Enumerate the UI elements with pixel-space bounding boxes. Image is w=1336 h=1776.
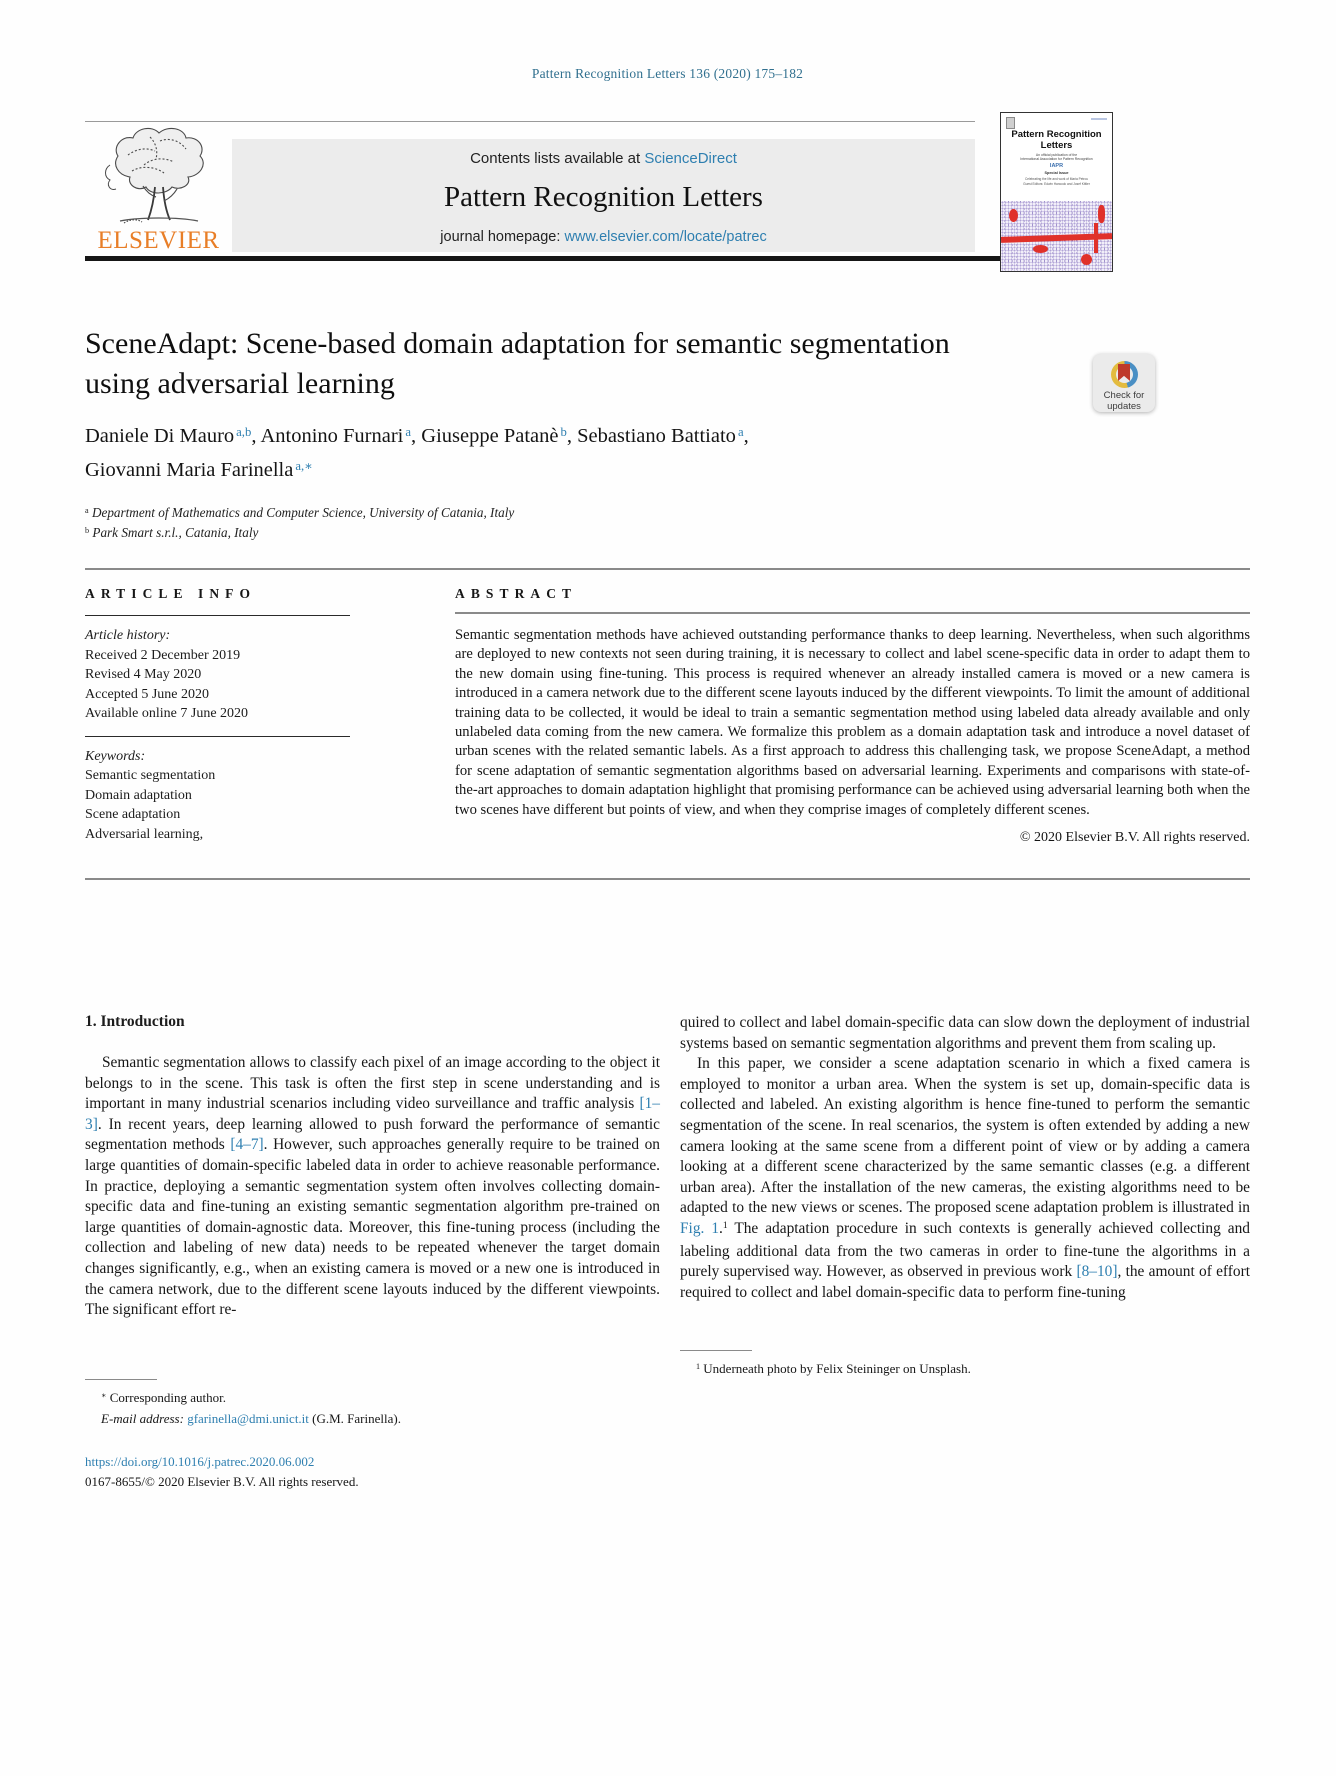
text-run: Daniele Di Mauro	[85, 425, 235, 447]
text-run: Domain adaptation	[85, 787, 192, 803]
abstract-text: Semantic segmentation methods have achieved outstanding performance thanks to deep learning. Nevertheless, when such algorithms are deployed to new contexts not seen during training, it is necessary to collect and label scene-specific data in order to adapt them to the new domain using fine-tuning. This process is required whenever an already installed camera is moved or a new camera is introduced in a camera network due to the different scene layouts induced by the different viewpoints. To limit the amount of additional training data to be collected, it would be ideal to train a semantic segmentation method using labeled data already available and only unlabeled data coming from the new camera. We formalize this problem as a domain adaptation task and introduce a novel dataset of urban scenes with the related semantic labels. As a first approach to address this challenging task, we propose SceneAdapt, a method for scene adaptation of semantic segmentation algorithms based on adversarial learning. Experiments and comparisons with state-of-the-art approaches to domain adaptation highlight that promising performance can be achieved using adversarial learning both when the two scenes have different but points of view, and when they comprise images of completely different scenes.	[455, 627, 1250, 818]
text-run: Department of Mathematics and Computer Science, University of Catania, Italy	[88, 505, 515, 520]
issn-line	[85, 1472, 660, 1492]
corresponding-author-footnote	[85, 1388, 660, 1428]
crossmark-icon	[1111, 361, 1138, 388]
abstract-rule	[455, 612, 1250, 614]
cover-image	[1001, 201, 1112, 271]
footnote-area-left	[85, 1379, 660, 1492]
footnote-area-right	[680, 1350, 1250, 1380]
text-run: The adaptation procedure in such contexts is generally achieved collecting and labeling additional data from the two cameras in order to fine-tune the algorithms in a purely supervised way. However, as observed in previous work	[680, 1220, 1251, 1281]
keywords-list	[85, 747, 350, 845]
journal-cover-thumbnail	[1000, 112, 1113, 272]
corresponding-author-note	[85, 1388, 660, 1409]
text-run: Article history:	[85, 628, 171, 643]
elsevier-wordmark: ELSEVIER	[97, 227, 220, 254]
text-run: Underneath photo by Felix Steininger on Unsplash.	[700, 1361, 971, 1377]
intro-paragraph-2	[680, 1054, 1250, 1303]
text-run: a	[85, 505, 89, 515]
text-run: Available online 7 June 2020	[85, 706, 249, 721]
contents-line	[232, 150, 975, 167]
paragraph	[85, 704, 350, 724]
header-top-rule	[85, 121, 975, 122]
inline-link[interactable]: b	[560, 424, 567, 439]
affiliations	[85, 504, 1250, 544]
text-run: . In recent years, deep learning allowed to push forward the performance of semantic segmentation methods	[85, 1115, 660, 1154]
intro-text-right	[680, 1013, 1250, 1303]
info-abstract-section	[85, 586, 1250, 846]
section-divider-rule	[85, 878, 1250, 880]
abstract-heading: ABSTRACT	[455, 586, 578, 601]
journal-citation: Pattern Recognition Letters 136 (2020) 175–182	[531, 66, 804, 81]
article-history	[85, 626, 350, 724]
text-run: 1	[722, 1220, 728, 1232]
intro-paragraph-1-continued	[680, 1013, 1250, 1054]
text-run: ,	[411, 425, 422, 447]
text-run: Keywords:	[85, 748, 146, 764]
text-run: ,	[743, 425, 749, 447]
check-updates-label: Check for updates	[1103, 390, 1145, 412]
inline-link[interactable]: [8–10]	[1076, 1263, 1118, 1281]
email-note	[85, 1409, 660, 1428]
article-info-heading: ARTICLE INFO	[85, 586, 257, 601]
text-run: E-mail address:	[101, 1410, 184, 1426]
text-run: Giovanni Maria Farinella	[85, 459, 294, 481]
sciencedirect-link[interactable]: ScienceDirect	[644, 150, 737, 167]
journal-header	[85, 112, 1250, 277]
text-run: .	[719, 1220, 723, 1237]
photo-credit-note	[680, 1359, 1250, 1380]
footnote-rule	[85, 1379, 157, 1380]
doi-issn-block	[85, 1452, 660, 1492]
cover-line2: Guest Editors: Edwin Hancock and Josef Kittler	[1023, 182, 1090, 186]
body-column-left	[85, 1013, 660, 1492]
paragraph	[85, 825, 350, 845]
inline-link[interactable]: [4–7]	[230, 1136, 264, 1154]
text-run: Semantic segmentation	[85, 768, 216, 783]
homepage-link[interactable]: www.elsevier.com/locate/patrec	[564, 229, 767, 245]
text-run: ∗	[101, 1390, 107, 1400]
journal-title: Pattern Recognition Letters	[444, 181, 763, 213]
contents-prefix: Contents lists available at	[470, 150, 645, 167]
inline-link[interactable]: gfarinella@dmi.unict.it	[187, 1410, 309, 1426]
cover-image-red-blob	[1081, 254, 1092, 265]
cover-line1: Celebrating the life and work of Maria Petrou	[1024, 176, 1089, 181]
text-run: b	[85, 525, 90, 535]
affiliation-a	[85, 504, 1250, 524]
body-column-right	[680, 1013, 1250, 1492]
copyright-line: © 2020 Elsevier B.V. All rights reserved.	[1019, 830, 1250, 846]
text-run: ,	[251, 425, 261, 447]
text-run: In this paper, we consider a scene adaptation scenario in which a fixed camera is employed to monitor a urban area. When the system is set up, domain-specific data is collected and labeled. An existing algorithm is hence fine-tuned to perform the semantic segmentation of the scene. In real scenarios, the system is often extended by adding a new camera looking at the same scene from a different point of view or by adding a camera looking at a different scene characterized by the same semantic classes (e.g. a different urban area). After the installation of the new cameras, the existing algorithms need to be adapted to the new views or scenes. The proposed scene adaptation problem is illustrated in	[680, 1055, 1250, 1217]
text-run: Giuseppe Patanè	[421, 425, 559, 447]
cover-mini-logo	[1006, 117, 1015, 129]
text-run: Received 2 December 2019	[85, 647, 241, 663]
paragraph	[85, 626, 350, 646]
title-section	[85, 324, 1250, 412]
text-run: 0167-8655/© 2020 Elsevier B.V. All rights reserved.	[85, 1473, 359, 1489]
inline-link[interactable]: a	[405, 424, 412, 439]
cover-image-red-blob	[1098, 205, 1105, 223]
text-run: Corresponding author.	[106, 1389, 226, 1405]
check-for-updates-badge[interactable]	[1093, 354, 1155, 412]
inline-link[interactable]: Fig. 1	[680, 1220, 720, 1237]
paragraph	[85, 665, 350, 685]
section-1-heading: 1. Introduction	[85, 1013, 185, 1031]
text-run: Antonino Furnari	[260, 425, 404, 447]
affiliation-b	[85, 524, 1250, 544]
intro-text-left	[85, 1053, 660, 1321]
homepage-prefix: journal homepage:	[440, 229, 565, 245]
text-run: Sebastiano Battiato	[577, 425, 736, 447]
text-run: . However, such approaches generally require to be trained on large quantities of domain-specific labeled data in order to achieve reasonable performance. In practice, deploying a semantic segmentation system often involves collecting domain-specific data and fine-tuning an existing semantic segmentation algorithm pre-trained on large quantities of domain-agnostic data. Moreover, this fine-tuning process (including the collection and labeling of new data) needs to be repeated whenever the target domain changes significantly, e.g., when an existing camera is moved or a new one is introduced in the camera network, due to the different scene layouts induced by the different viewpoints. The significant effort re-	[85, 1136, 660, 1319]
cover-volume-text	[1091, 118, 1107, 120]
introduction-section	[85, 1013, 1250, 1492]
homepage-line	[232, 229, 975, 245]
text-run: 1	[696, 1362, 701, 1372]
article-info-column	[85, 586, 350, 846]
doi-link-line	[85, 1452, 660, 1472]
info-rule	[85, 736, 350, 737]
elsevier-tree-icon	[100, 125, 218, 229]
inline-link[interactable]: a,∗	[295, 458, 313, 473]
iapr-logo: IAPR	[1049, 163, 1064, 169]
cover-image-red-blob	[1033, 245, 1048, 253]
bookmark-icon	[1118, 364, 1130, 381]
text-run: Scene adaptation	[85, 807, 181, 822]
inline-link[interactable]: https://doi.org/10.1016/j.patrec.2020.06.002	[85, 1453, 315, 1469]
cover-subtitle: An official publication of the International Association for Pattern Recognition	[1020, 153, 1093, 161]
text-run: Accepted 5 June 2020	[85, 686, 210, 702]
inline-link[interactable]: [1–3]	[85, 1095, 660, 1133]
journal-banner	[232, 139, 975, 252]
photo-credit-footnote	[680, 1359, 1250, 1380]
text-run: ,	[566, 425, 578, 447]
cover-image-red-blob	[1009, 209, 1018, 222]
text-run: Park Smart s.r.l., Catania, Italy	[89, 525, 259, 540]
paragraph	[85, 685, 350, 705]
text-run: (G.M. Farinella).	[308, 1410, 401, 1426]
elsevier-logo	[87, 125, 230, 273]
cover-image-red-blob	[1094, 223, 1098, 253]
paper-title: SceneAdapt: Scene-based domain adaptation for semantic segmentation using adversarial learning	[85, 327, 950, 400]
paragraph	[85, 747, 350, 767]
paragraph	[85, 786, 350, 806]
text-run: Semantic segmentation allows to classify each pixel of an image according to the object it belongs to in the scene. This task is often the first step in scene understanding and is important in many industrial scenarios including video surveillance and traffic analysis	[85, 1054, 660, 1113]
text-run: Adversarial learning,	[85, 826, 204, 842]
text-run: Revised 4 May 2020	[85, 667, 202, 682]
paragraph	[85, 646, 350, 666]
intro-paragraph-1	[85, 1053, 660, 1321]
authors-line	[85, 420, 1250, 488]
section-divider-rule	[85, 568, 1250, 570]
abstract-column	[455, 586, 1250, 846]
inline-link[interactable]: a	[737, 424, 744, 439]
text-run: , the amount of effort required to collect and label domain-specific data to perform fine-tuning	[680, 1263, 1250, 1301]
header-bottom-rule	[85, 256, 1113, 261]
cover-special-issue: Special Issue	[1044, 171, 1069, 175]
paragraph	[85, 805, 350, 825]
footnote-rule	[680, 1350, 752, 1351]
authors-line	[85, 420, 1250, 488]
paragraph	[85, 766, 350, 786]
inline-link[interactable]: a,b	[236, 424, 252, 439]
cover-title: Pattern Recognition Letters	[1011, 129, 1102, 151]
text-run: quired to collect and label domain-specific data can slow down the deployment of industrial systems based on semantic segmentation algorithms and prevent them from scaling up.	[680, 1014, 1250, 1052]
info-rule	[85, 615, 350, 616]
